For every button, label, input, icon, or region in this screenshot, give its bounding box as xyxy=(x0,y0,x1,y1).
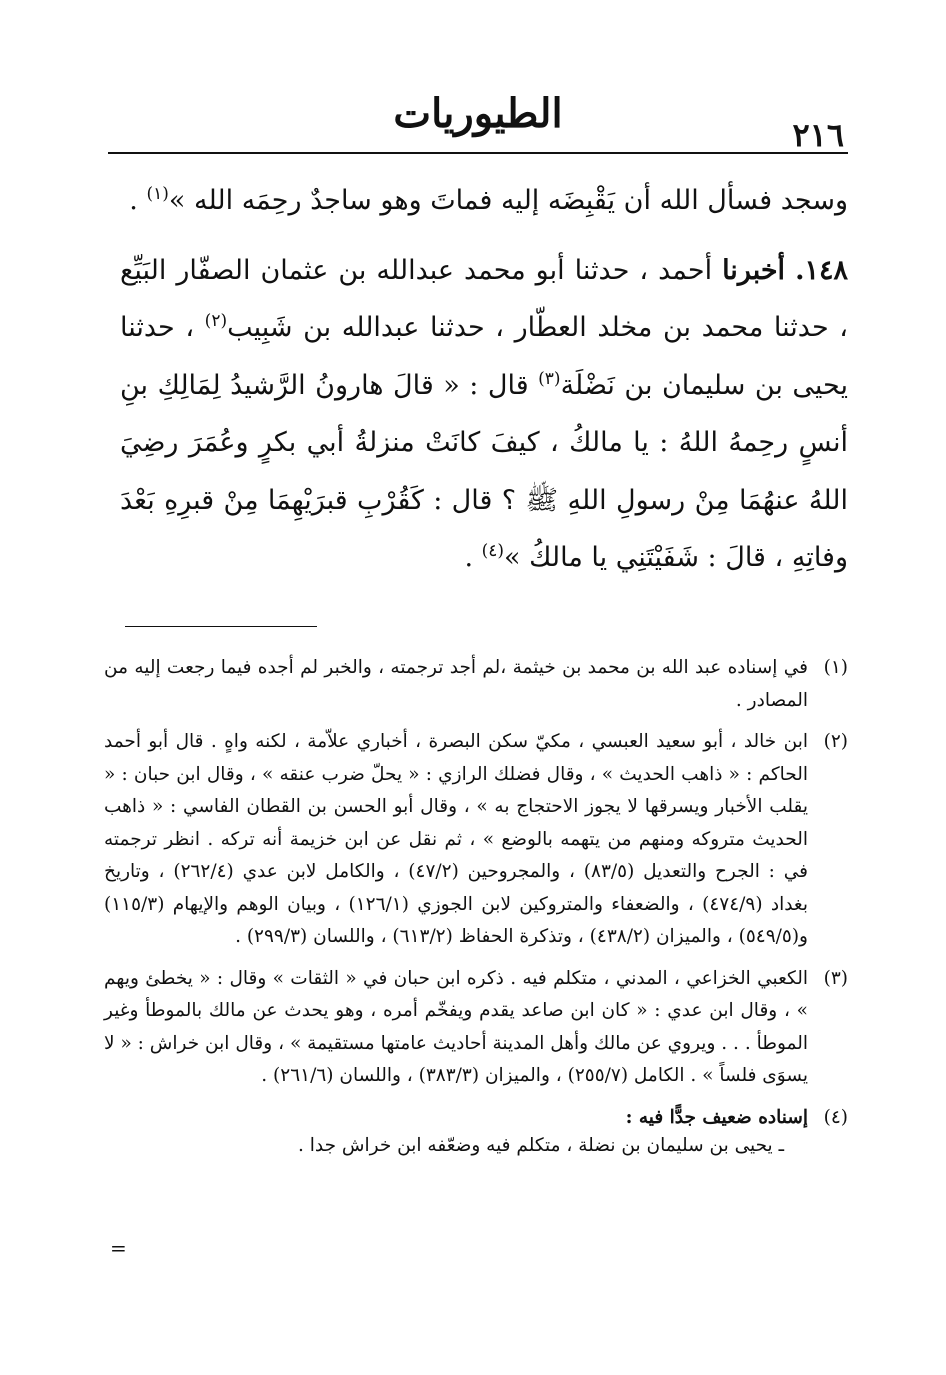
hadith-segment-1: أحمد ، حدثنا أبو محمد عبدالله بن عثمان الصفّار البَيِّع ، حدثنا محمد بن مخلد العطّار ، حدثنا عبدالله بن شَبِيب xyxy=(120,254,848,343)
hadith-148 xyxy=(120,242,848,587)
page-header xyxy=(108,88,848,158)
footnote-ref-3: (٣) xyxy=(538,368,561,389)
akhbarana-word: أخبرنا xyxy=(722,254,786,286)
footnotes-section xyxy=(104,652,848,1172)
intro-end: . xyxy=(129,185,147,216)
hadith-segment-2: ، حدثنا يحيى بن سليمان بن نَضْلَة xyxy=(120,312,848,401)
footnote-4 xyxy=(104,1102,848,1163)
footnote-sub-item: ـ يحيى بن سليمان بن نضلة ، متكلم فيه وضعّفه ابن خراش جدا . xyxy=(298,1135,784,1156)
footnote-divider xyxy=(125,626,317,627)
footnote-text: ابن خالد ، أبو سعيد العبسي ، مكيّ سكن البصرة ، أخباري علاّمة ، لكنه واهٍ . قال أبو أحمد الحاكم : « ذاهب الحديث » ، وقال فضلك الرازي : « يحلّ ضرب عنقه » ، وقال ابن حبان : « يقلب الأخبار ويسرقها لا يجوز الاحتجاج به » ، وقال أبو الحسن بن القطان الفاسي : « ذاهب الحديث متروكه ومنهم من يتهمه بالوضع » ، ثم نقل عن ابن خزيمة أنه تركه . انظر ترجمته في : الجرح والتعديل (٨٣/٥) ، والمجروحين (٤٧/٢) ، والكامل لابن عدي (٢٦٢/٤) ، وتاريخ بغداد (٤٧٤/٩) ، والضعفاء والمتروكين لابن الجوزي (١٢٦/١) ، وبيان الوهم والإيهام (١١٥/٣) و(٥٤٩/٥) ، والميزان (٤٣٨/٢) ، وتذكرة الحفاظ (٦١٣/٢) ، واللسان (٢٩٩/٣) . xyxy=(104,731,808,947)
footnote-number: (٣) xyxy=(823,967,848,989)
footnote-body xyxy=(104,1102,808,1163)
intro-line: وسجد فسأل الله أن يَقْبِضَه إليه فماتَ وهو ساجدٌ رحِمَه الله » xyxy=(168,185,848,216)
continuation-mark: = xyxy=(110,1236,127,1260)
footnote-number: (١) xyxy=(823,657,848,678)
running-title: الطيوريات xyxy=(393,90,563,137)
intro-paragraph xyxy=(120,172,848,230)
footnote-3 xyxy=(104,963,848,1093)
header-rule xyxy=(108,152,848,154)
hadith-segment-3: قال : « قالَ هارونُ الرَّشيدُ لِمَالِكِ بنِ أنسٍ رحِمهُ اللهُ : يا مالكُ ، كيفَ كانَتْ منزلةُ أبي بكرٍ وعُمَرَ رضِيَ اللهُ عنهُمَا مِنْ رسولِ اللهِ ﷺ ؟ قال : كَقُرْبِ قبرَيْهِمَا مِنْ قبرِهِ بَعْدَ وفاتِهِ ، قالَ : شَفَيْتَنِي يا مالكُ » xyxy=(120,369,848,573)
footnote-2 xyxy=(104,726,848,954)
hadith-segment-4: . xyxy=(464,542,482,573)
footnote-number: (٤) xyxy=(823,1106,848,1128)
footnote-text: في إسناده عبد الله بن محمد بن خيثمة ،لم أجد ترجمته ، والخبر لم أجده فيما رجعت إليه من المصادر . xyxy=(104,657,808,711)
hadith-number: ١٤٨. xyxy=(795,254,848,286)
footnote-text: إسناده ضعيف جدًّا فيه : xyxy=(625,1106,808,1128)
footnote-ref-4: (٤) xyxy=(481,541,505,561)
main-text xyxy=(120,172,848,587)
footnote-text: الكعبي الخزاعي ، المدني ، متكلم فيه . ذكره ابن حبان في « الثقات » وقال : « يخطئ ويهم » ، وقال ابن عدي : « كان ابن صاعد يقدم ويفخّم أمره ، وهو يحدث عن مالك بالموطأ وغير الموطأ . . . ويروي عن مالك وأهل المدينة أحاديث عامتها مستقيمة » ، وقال ابن خراش : « لا يسوَى فلساً » . الكامل (٢٥٥/٧) ، والميزان (٣٨٣/٣) ، واللسان (٢٦١/٦) . xyxy=(104,967,808,1086)
footnote-number: (٢) xyxy=(823,731,848,752)
footnote-ref-2: (٢) xyxy=(204,311,228,331)
page-number: ٢١٦ xyxy=(792,116,844,154)
footnote-ref-1: (١) xyxy=(146,184,169,204)
footnote-1 xyxy=(104,652,848,717)
